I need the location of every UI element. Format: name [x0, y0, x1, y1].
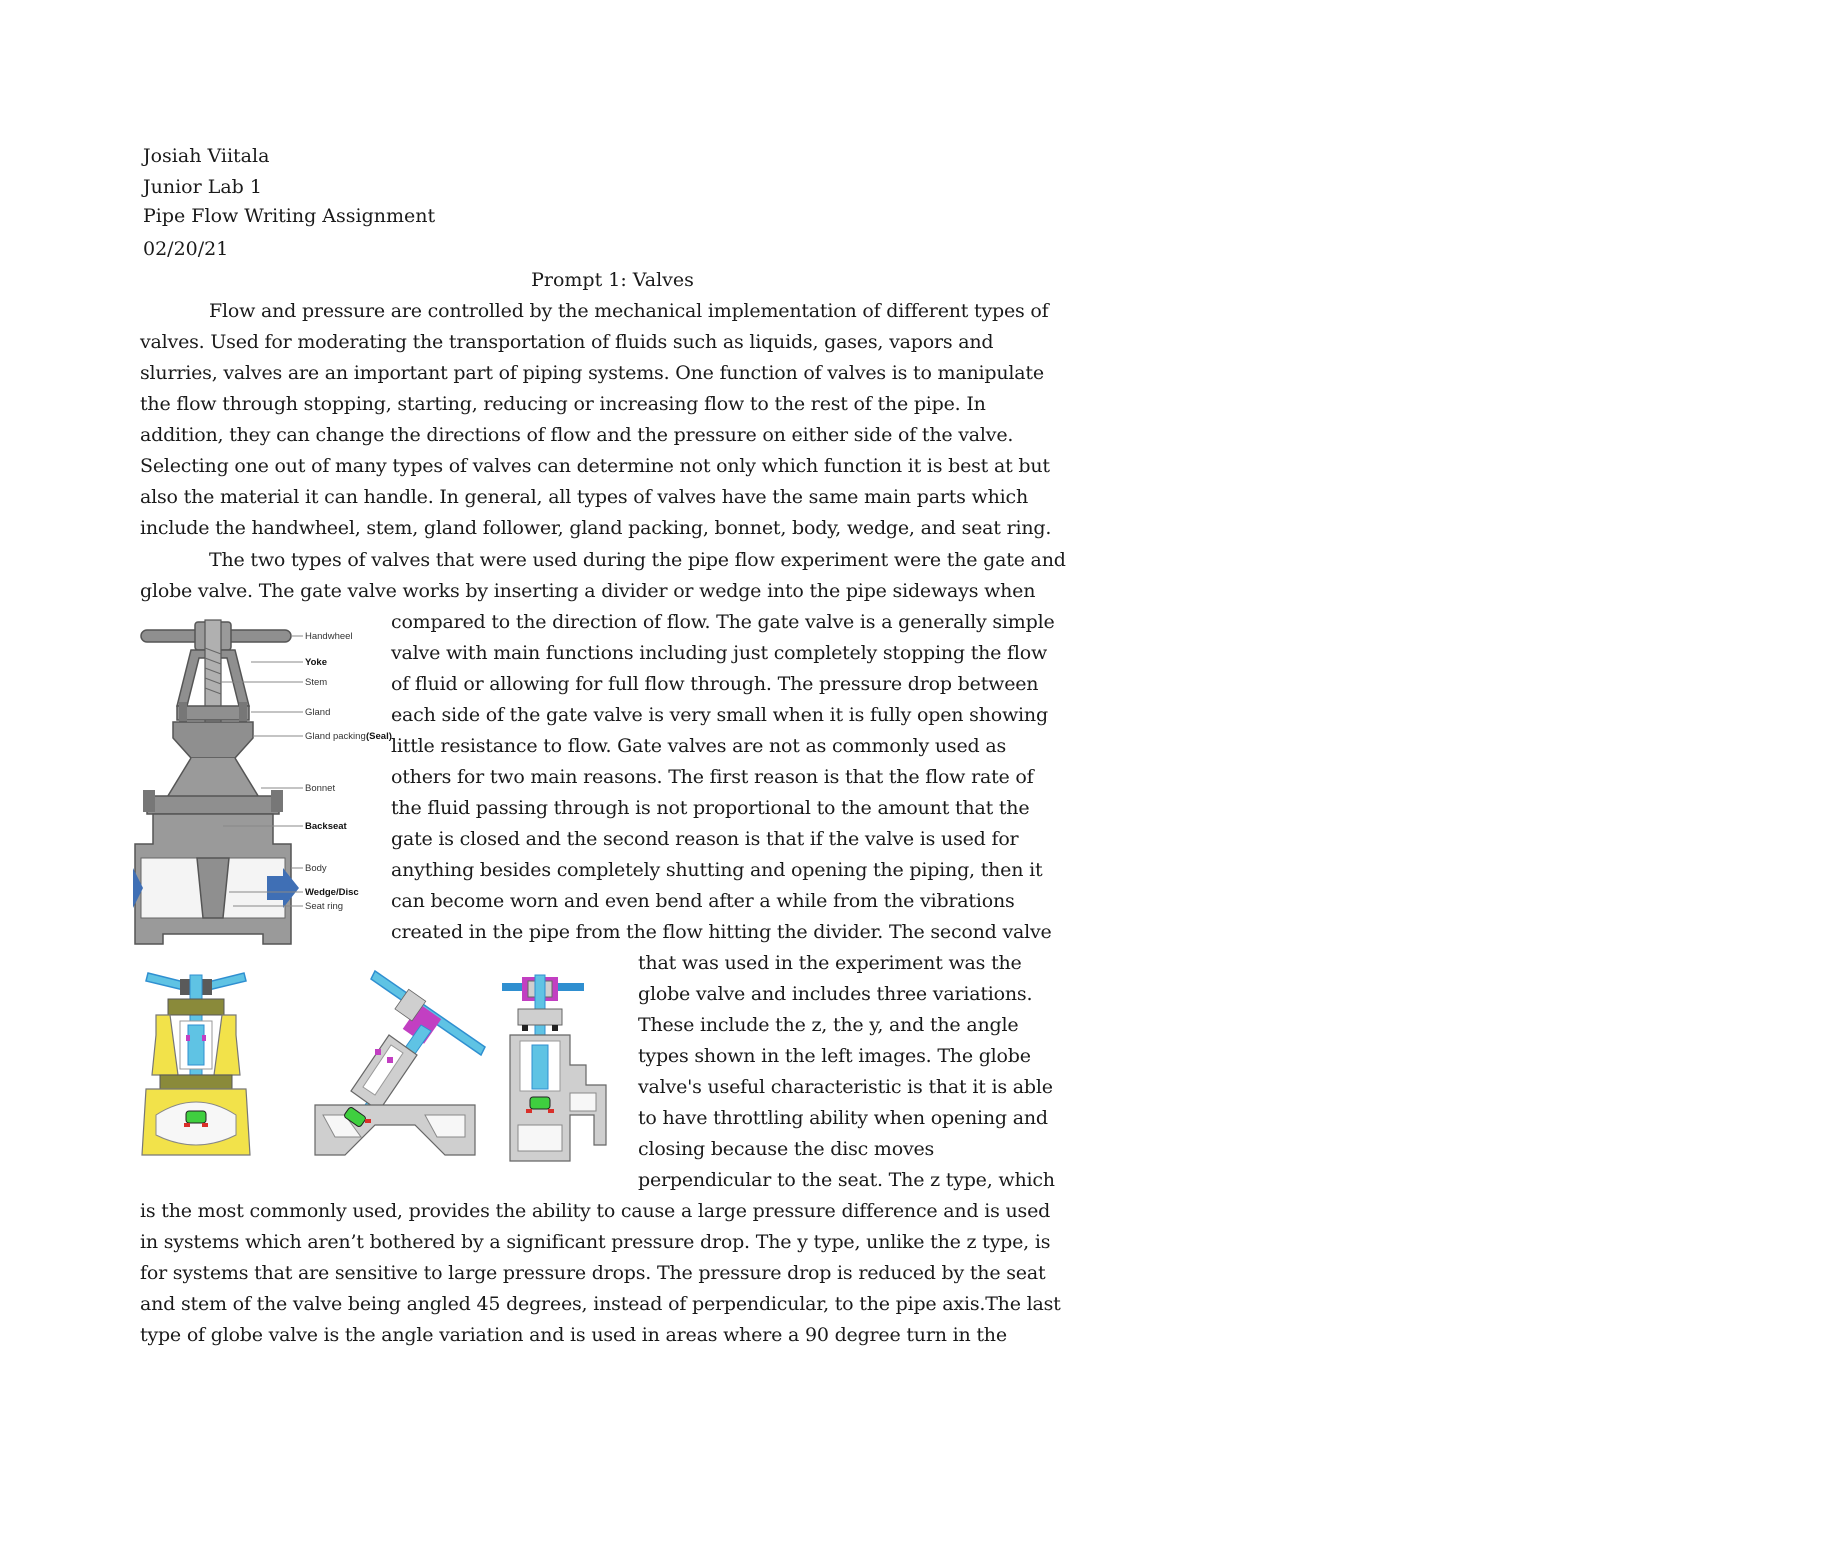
- body-line: that was used in the experiment was the: [638, 952, 1022, 974]
- body-line: to have throttling ability when opening and: [638, 1107, 1048, 1129]
- body-line: types shown in the left images. The globe: [638, 1045, 1031, 1067]
- body-line: for systems that are sensitive to large pressure drops. The pressure drop is reduced by the seat: [140, 1262, 1046, 1284]
- body-line: globe valve. The gate valve works by inserting a divider or wedge into the pipe sideways when: [140, 580, 1036, 602]
- body-line: globe valve and includes three variations.: [638, 983, 1033, 1005]
- body-line: type of globe valve is the angle variation and is used in areas where a 90 degree turn in the: [140, 1324, 1007, 1346]
- body-line: of fluid or allowing for full flow through. The pressure drop between: [391, 673, 1039, 695]
- label-gland: Gland: [305, 707, 331, 718]
- label-bonnet: Bonnet: [305, 783, 336, 794]
- globe-valve-angle-type-diagram: [498, 965, 623, 1165]
- body-line: in systems which aren’t bothered by a significant pressure drop. The y type, unlike the z type, is: [140, 1231, 1051, 1253]
- label-seat-ring: Seat ring: [305, 901, 344, 912]
- course-name: Junior Lab 1: [143, 176, 262, 198]
- body-line: little resistance to flow. Gate valves are not as commonly used as: [391, 735, 1007, 757]
- body-line: Selecting one out of many types of valves can determine not only which function it is best at but: [140, 455, 1050, 477]
- body-line: others for two main reasons. The first reason is that the flow rate of: [391, 766, 1034, 788]
- body-line: the flow through stopping, starting, reducing or increasing flow to the rest of the pipe. In: [140, 393, 986, 415]
- body-line: include the handwheel, stem, gland follower, gland packing, bonnet, body, wedge, and seat ring.: [140, 517, 1052, 539]
- page-title: Prompt 1: Valves: [531, 269, 694, 291]
- globe-valve-z-type-diagram: [140, 965, 270, 1165]
- body-line: is the most commonly used, provides the ability to cause a large pressure difference and is used: [140, 1200, 1051, 1222]
- body-line: and stem of the valve being angled 45 degrees, instead of perpendicular, to the pipe axis.The last: [140, 1293, 1061, 1315]
- label-body: Body: [305, 863, 327, 874]
- assignment-name: Pipe Flow Writing Assignment: [143, 205, 436, 227]
- date: 02/20/21: [143, 238, 229, 260]
- label-gland-packing: Gland packing: [305, 731, 366, 742]
- body-line: valve with main functions including just completely stopping the flow: [391, 642, 1048, 664]
- body-line: slurries, valves are an important part of piping systems. One function of valves is to manipulate: [140, 362, 1044, 384]
- body-line: created in the pipe from the flow hitting the divider. The second valve: [391, 921, 1052, 943]
- body-line: valve's useful characteristic is that it is able: [638, 1076, 1053, 1098]
- body-line: These include the z, the y, and the angle: [638, 1014, 1019, 1036]
- globe-valve-y-type-diagram: [305, 965, 490, 1165]
- label-stem: Stem: [305, 677, 328, 688]
- label-seal: (Seal): [366, 731, 392, 742]
- body-line: each side of the gate valve is very small when it is fully open showing: [391, 704, 1048, 726]
- body-line: also the material it can handle. In general, all types of valves have the same main parts which: [140, 486, 1028, 508]
- label-handwheel: Handwheel: [305, 631, 353, 642]
- body-line: compared to the direction of flow. The gate valve is a generally simple: [391, 611, 1055, 633]
- body-line: addition, they can change the directions of flow and the pressure on either side of the valve.: [140, 424, 1014, 446]
- label-wedge-disc: Wedge/Disc: [305, 887, 359, 898]
- body-line: perpendicular to the seat. The z type, which: [638, 1169, 1055, 1191]
- body-line: anything besides completely shutting and opening the piping, then it: [391, 859, 1043, 881]
- gate-valve-diagram: [133, 618, 392, 950]
- label-backseat: Backseat: [305, 821, 347, 832]
- body-line: valves. Used for moderating the transportation of fluids such as liquids, gases, vapors and: [140, 331, 994, 353]
- body-line: The two types of valves that were used during the pipe flow experiment were the gate and: [209, 549, 1066, 571]
- body-line: the fluid passing through is not proportional to the amount that the: [391, 797, 1030, 819]
- body-line: gate is closed and the second reason is that if the valve is used for: [391, 828, 1019, 850]
- body-line: can become worn and even bend after a while from the vibrations: [391, 890, 1015, 912]
- body-line: Flow and pressure are controlled by the mechanical implementation of different types of: [209, 300, 1049, 322]
- label-yoke: Yoke: [305, 657, 328, 668]
- body-line: closing because the disc moves: [638, 1138, 935, 1160]
- author-name: Josiah Viitala: [143, 145, 270, 167]
